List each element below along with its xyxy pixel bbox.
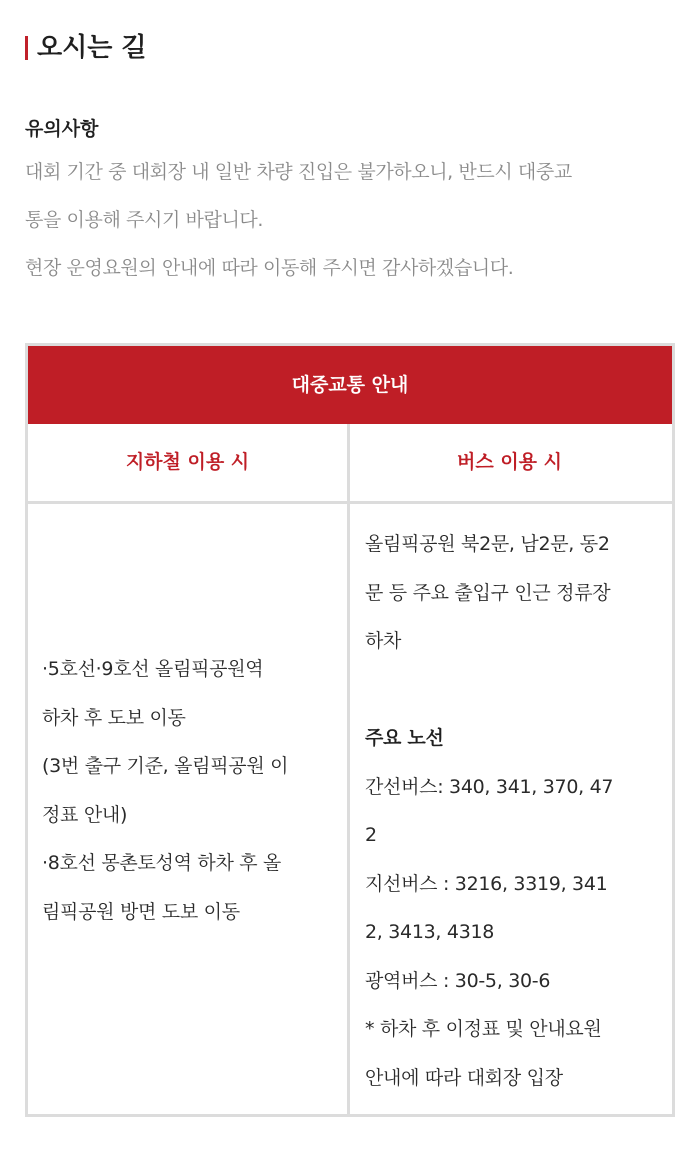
bus-route-line: 간선버스: 340, 341, 370, 47 — [365, 775, 614, 798]
subway-column-header: 지하철 이용 시 — [28, 424, 350, 501]
routes-heading: 주요 노선 — [365, 727, 444, 749]
bus-route-line: 지선버스 : 3216, 3319, 341 — [365, 872, 608, 895]
blank-line — [365, 666, 655, 715]
subway-line: 림픽공원 방면 도보 이동 — [42, 900, 240, 923]
section-title-text: 오시는 길 — [37, 33, 147, 63]
notice-heading: 유의사항 — [25, 118, 99, 140]
subway-line: (3번 출구 기준, 올림픽공원 이 — [42, 755, 289, 777]
bus-route-line: 2 — [365, 824, 377, 846]
notice-line: 대회 기간 중 대회장 내 일반 차량 진입은 불가하오니, 반드시 대중교 — [25, 161, 572, 183]
bus-directions — [365, 520, 655, 1102]
subway-directions — [42, 645, 288, 936]
section-title — [25, 30, 147, 66]
subway-line: 하차 후 도보 이동 — [42, 706, 186, 729]
subway-line: 정표 안내) — [42, 803, 128, 826]
bus-stop-line: 올림픽공원 북2문, 남2문, 동2 — [365, 533, 610, 555]
bus-route-line: 2, 3413, 4318 — [365, 921, 495, 943]
subway-line: ·8호선 몽촌토성역 하차 후 올 — [42, 852, 282, 874]
bus-route-line: 광역버스 : 30-5, 30-6 — [365, 969, 551, 992]
notice-line: 통을 이용해 주시기 바랍니다. — [25, 209, 264, 231]
title-accent-bar — [25, 36, 28, 60]
bus-stop-line: 문 등 주요 출입구 인근 정류장 — [365, 581, 611, 604]
bus-cell — [350, 504, 669, 1114]
bus-route-line: * 하차 후 이정표 및 안내요원 — [365, 1018, 602, 1040]
table-body-row — [28, 504, 672, 1114]
notice-block — [25, 114, 680, 292]
subway-cell — [28, 504, 350, 1114]
table-header: 대중교통 안내 — [28, 346, 672, 424]
transit-info-table — [25, 343, 675, 1117]
column-header-row — [28, 424, 672, 504]
bus-stop-line: 하차 — [365, 630, 402, 652]
bus-route-line: 안내에 따라 대회장 입장 — [365, 1066, 563, 1089]
notice-line: 현장 운영요원의 안내에 따라 이동해 주시면 감사하겠습니다. — [25, 257, 514, 279]
bus-column-header: 버스 이용 시 — [457, 451, 562, 473]
notice-text — [25, 148, 680, 292]
subway-line: ·5호선·9호선 올림픽공원역 — [42, 658, 264, 680]
